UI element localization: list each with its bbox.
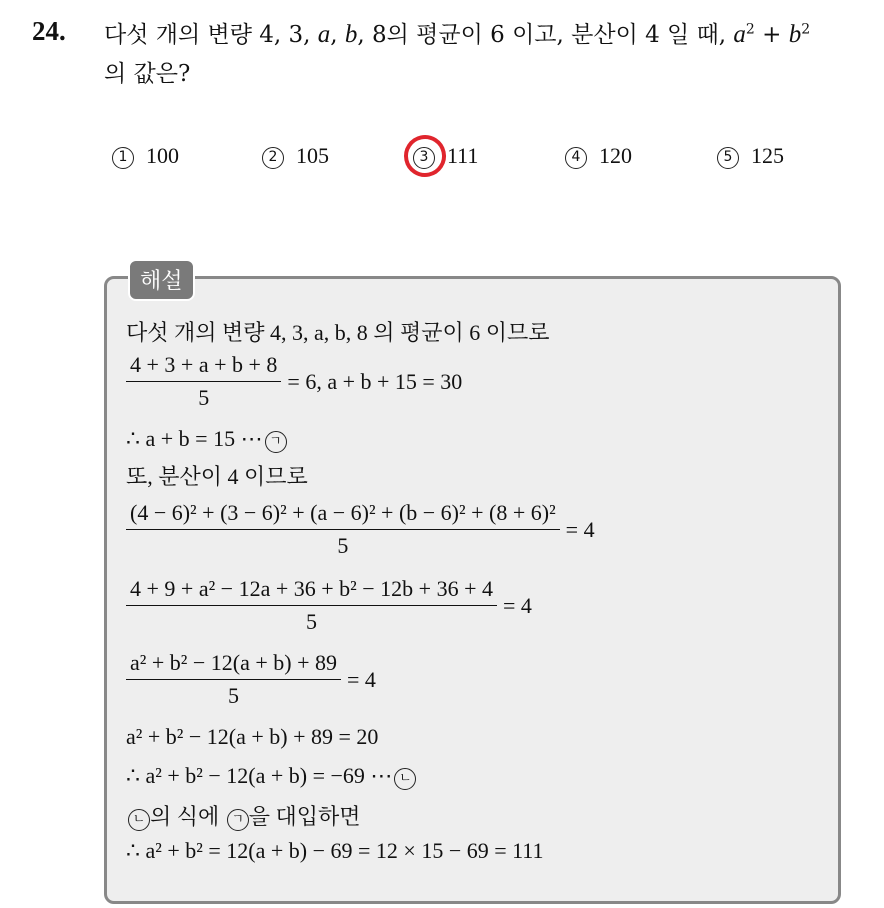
- solution-line-6: $\frac{\text{4 + 9 + a² − 12a + 36 + b² − 12b + 36 + 4}}{5}$ = 4: [126, 576, 532, 635]
- choice-4[interactable]: 4 120: [565, 143, 632, 169]
- circled-giyeok: ㄱ: [265, 431, 287, 453]
- solution-line-8: a² + b² − 12(a + b) + 89 = 20: [126, 724, 379, 749]
- solution-line-10: ㄴ 의 식에 ㄱ 을 대입하면: [126, 800, 361, 831]
- circled-giyeok: ㄱ: [227, 809, 249, 831]
- question-text-line2: 의 값은?: [104, 61, 191, 87]
- solution-line-7: $\frac{\text{a² + b² − 12(a + b) + 89}}{5}$ = 4: [126, 650, 376, 709]
- solution-line-3: ∴ a + b = 15 ⋯ ㄱ: [126, 426, 287, 453]
- choice-2[interactable]: 2 105: [262, 143, 329, 169]
- question-text: 다섯 개의 변량 4, 3, a, b, 8의 평균이 6 이고, 분산이 4 일 때, $a^2 + b^2$: [104, 21, 811, 48]
- choice-3[interactable]: 3 111: [413, 143, 478, 169]
- circled-nieun: ㄴ: [128, 809, 150, 831]
- solution-line-9: ∴ a² + b² − 12(a + b) = −69 ⋯ ㄴ: [126, 763, 416, 790]
- choice-5[interactable]: 5 125: [717, 143, 784, 169]
- choice-1[interactable]: 1 100: [112, 143, 179, 169]
- solution-tag: 해설: [128, 259, 195, 301]
- solution-line-5: $\frac{\text{(4 − 6)² + (3 − 6)² + (a − 6)² + (b − 6)² + (8 + 6)²}}{5}$ = 4: [126, 500, 595, 559]
- circled-nieun: ㄴ: [394, 768, 416, 790]
- solution-line-11: ∴ a² + b² = 12(a + b) − 69 = 12 × 15 − 69 = 111: [126, 838, 544, 863]
- solution-line-1: 다섯 개의 변량 4, 3, a, b, 8 의 평균이 6 이므로: [126, 320, 550, 345]
- question-number: 24.: [32, 16, 66, 46]
- solution-line-2: $\frac{4 + 3 + a + b + 8}{5}$ = 6, a + b + 15 = 30: [126, 352, 462, 411]
- solution-line-4: 또, 분산이 4 이므로: [126, 464, 308, 489]
